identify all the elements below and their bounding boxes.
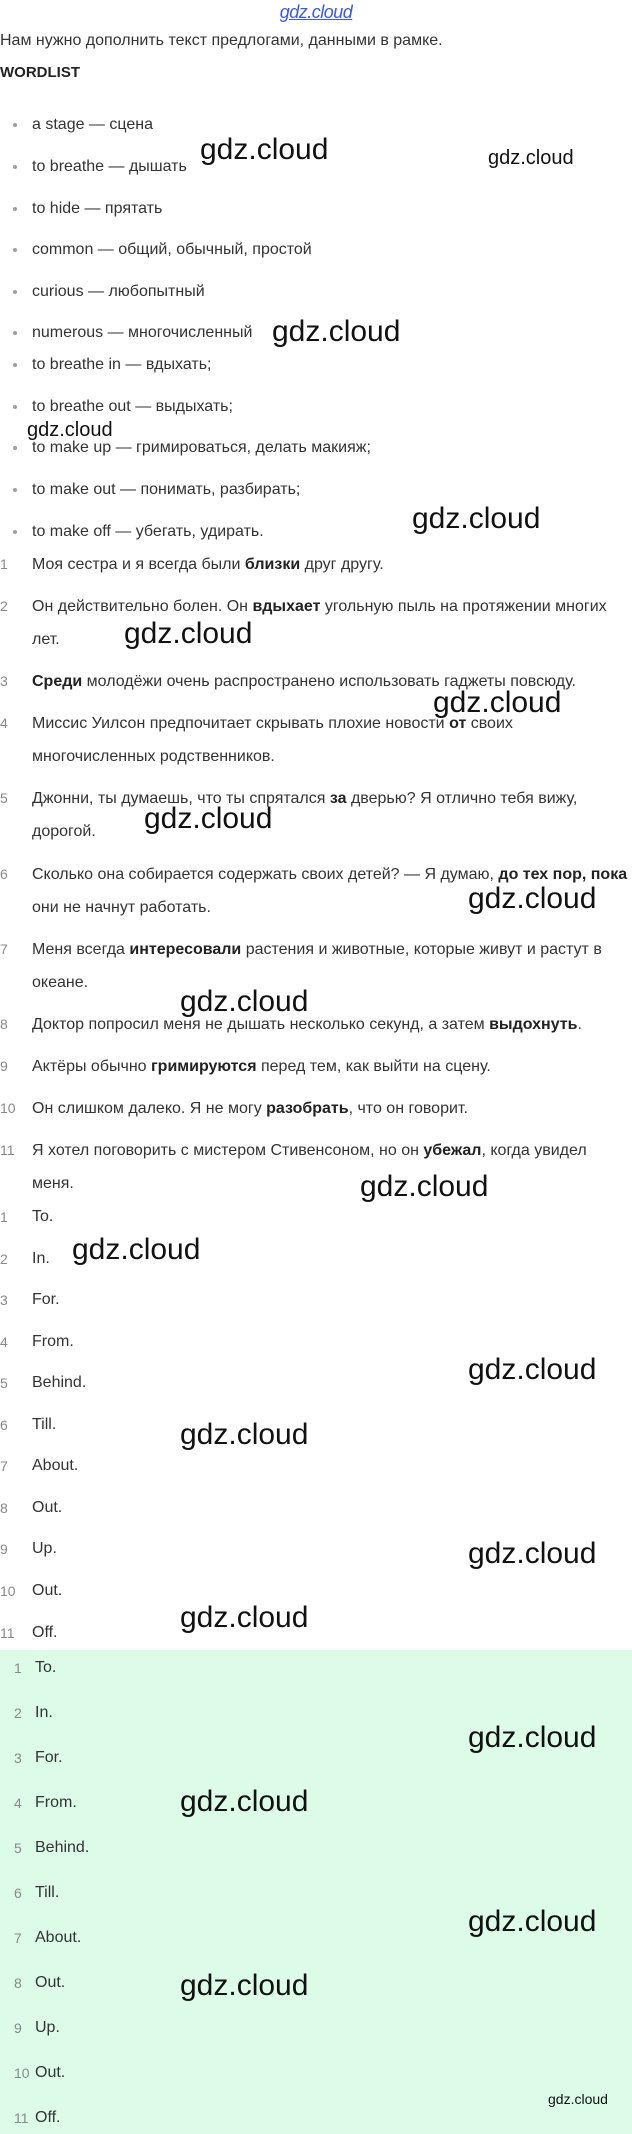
watermark: gdz.cloud [72,1233,201,1266]
task-instruction: Нам нужно дополнить текст предлогами, данными в рамке. [0,32,443,49]
watermark: gdz.cloud [144,802,273,835]
bullet-icon [13,207,17,211]
watermark: gdz.cloud [360,1170,489,1203]
watermark: gdz.cloud [272,315,401,348]
watermark: gdz.cloud [180,985,309,1018]
bullet-icon [13,488,17,492]
watermark: gdz.cloud [468,1905,597,1938]
watermark: gdz.cloud [412,502,541,535]
bullet-icon [13,331,17,335]
watermark: gdz.cloud [433,686,562,719]
watermark: gdz.cloud [27,419,113,441]
watermark: gdz.cloud [180,1969,309,2002]
watermark: gdz.cloud [180,1418,309,1451]
watermark: gdz.cloud [180,1601,309,1634]
answer-box: 1 To. 2 In. 3 For. 4 From. 5 Behind. 6 Till. 7 About. 8 Out. 9 Up. 10 Out. 11 Off. [0,1650,632,2134]
bullet-icon [13,405,17,409]
bullet-icon [13,165,17,169]
bullet-icon [13,446,17,450]
watermark: gdz.cloud [488,147,574,169]
bullet-icon [13,290,17,294]
watermark: gdz.cloud [200,133,329,166]
watermark: gdz.cloud [124,617,253,650]
watermark: gdz.cloud [468,882,597,915]
bullet-icon [13,123,17,127]
wordlist-heading: WORDLIST [0,64,80,81]
watermark: gdz.cloud [180,1785,309,1818]
bullet-icon [13,530,17,534]
watermark: gdz.cloud [468,1721,597,1754]
site-title[interactable]: gdz.cloud [279,2,353,22]
watermark: gdz.cloud [468,1537,597,1570]
bullet-icon [13,363,17,367]
watermark: gdz.cloud [548,2091,608,2107]
watermark: gdz.cloud [468,1353,597,1386]
bullet-icon [13,248,17,252]
